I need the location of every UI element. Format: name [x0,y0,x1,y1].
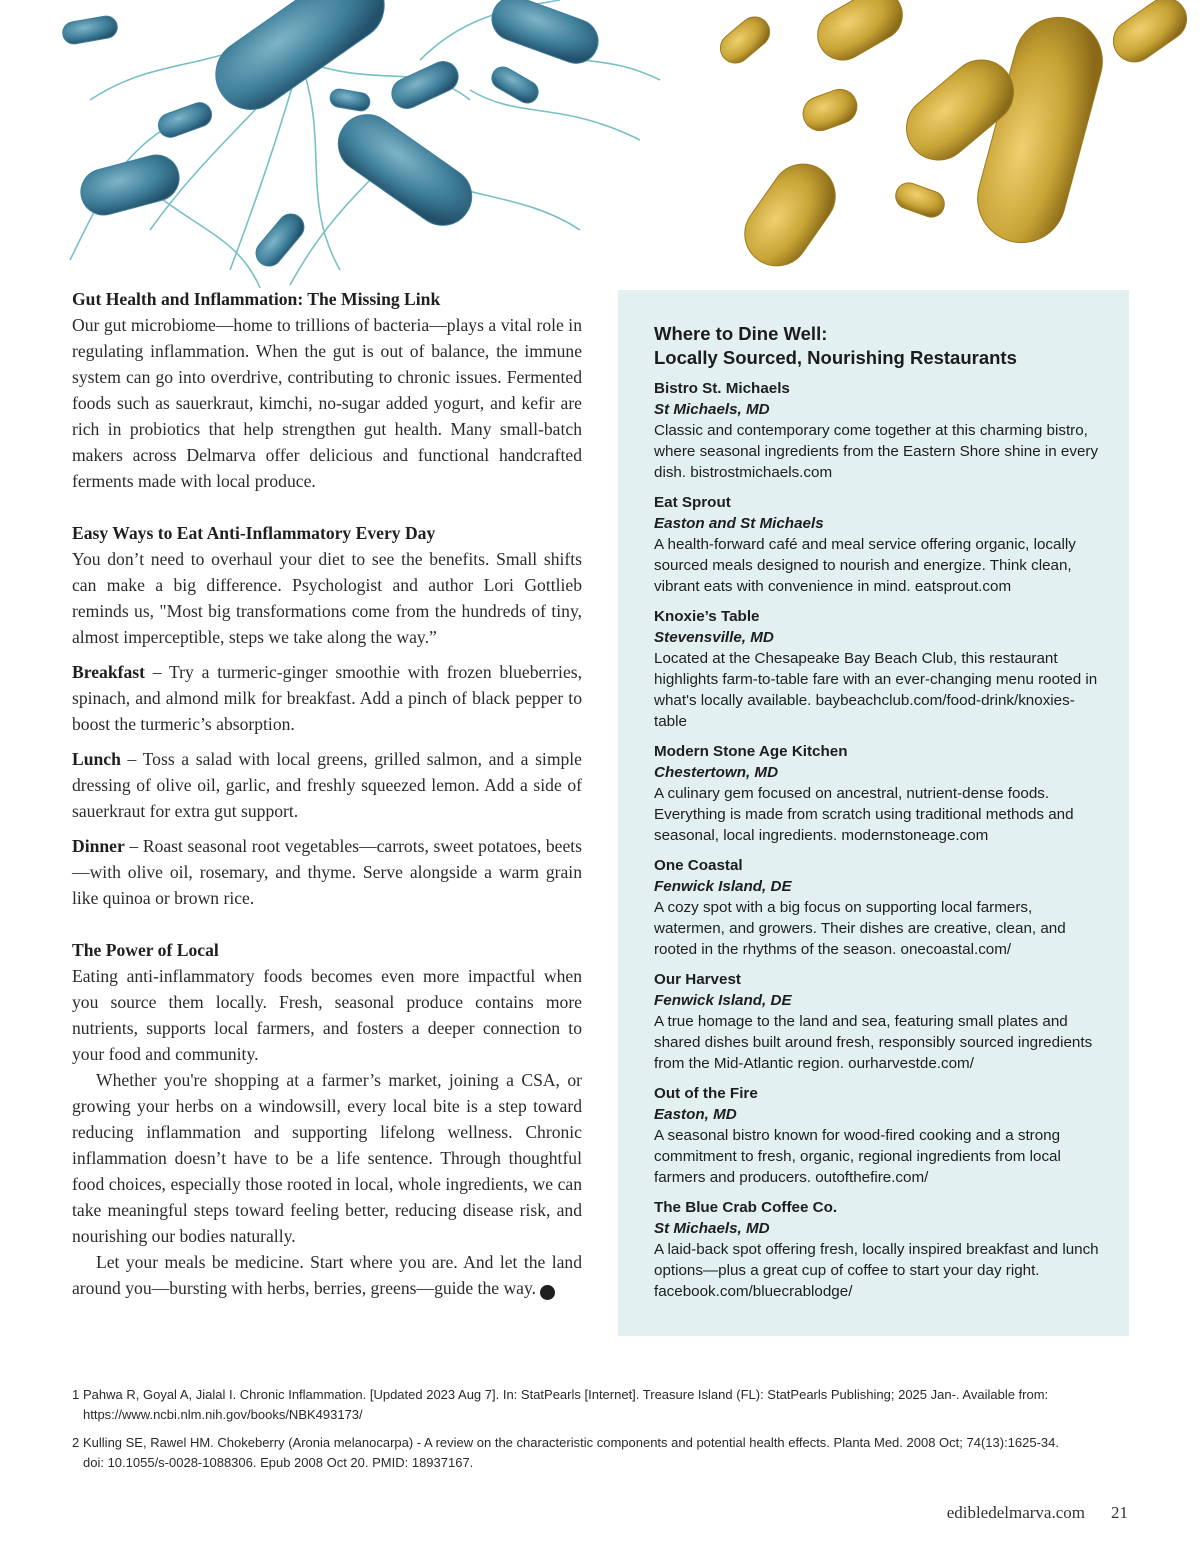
venue-location: St Michaels, MD [654,1220,770,1237]
venue-description: A health-forward café and meal service offering organic, locally sourced meals designed to nourish and energize. Think clean, vibrant eats with convenience in mind. eatsprout.com [654,536,1076,595]
venue-list [654,378,1102,1302]
section-heading-power-of-local: The Power of Local [72,940,219,960]
venue-name: Modern Stone Age Kitchen [654,743,848,760]
sidebar-title [654,322,1102,370]
footnote-text: Pahwa R, Goyal A, Jialal I. Chronic Inflammation. [Updated 2023 Aug 7]. In: StatPearls [Internet]. Treasure Island (FL): StatPearls Publishing; 2025 Jan-. Available from: https://www.ncbi.nlm.nih.gov/books/NBK493173/ [83,1387,1049,1422]
blue-bacterium-shape [76,150,184,220]
gold-bacterium-shape [732,152,848,279]
meal-text: Roast seasonal root vegetables—carrots, sweet potatoes, beets—with olive oil, rosemary, and thyme. Serve alongside a warm grain like quinoa or brown rice. [72,836,582,908]
meal-separator: – [124,836,143,856]
meal-breakfast [72,659,582,737]
venue-location: Fenwick Island, DE [654,992,792,1009]
meal-text: Try a turmeric-ginger smoothie with frozen blueberries, spinach, and almond milk for breakfast. Add a pinch of black pepper to boost the turmeric’s absorption. [72,662,582,734]
venue-description: A true homage to the land and sea, featuring small plates and shared dishes built around fresh, responsibly sourced ingredients from the Mid-Atlantic region. ourharvestde.com/ [654,1013,1093,1072]
footnote [72,1433,1072,1473]
gold-bacterium-shape [809,0,912,69]
venue-name: Eat Sprout [654,494,731,511]
venue-entry [654,855,1102,960]
article-paragraph-final [72,1249,582,1301]
blue-bacterium-shape [329,88,372,113]
meal-separator: – [120,749,143,769]
blue-bacterium-shape [387,57,463,114]
article-paragraph: Our gut microbiome—home to trillions of bacteria—plays a vital role in regulating inflammation. When the gut is out of balance, the immune system can go into overdrive, contributing to chronic issues. Fermented foods such as sauerkraut, kimchi, no-sugar added yogurt, and kefir are rich in probiotics that help strengthen gut health. Many small-batch makers across Delmarva offer delicious and functional handcrafted ferments made with local produce. [72,315,582,491]
page-number: 21 [1111,1503,1128,1522]
article [72,286,582,1301]
meal-label: Dinner [72,836,125,856]
venue-description: Located at the Chesapeake Bay Beach Club, this restaurant highlights farm-to-table fare with an ever-changing menu rooted in what's locally available. baybeachclub.com/food-drink/knoxies-table [654,650,1098,730]
meal-text: Toss a salad with local greens, grilled salmon, and a simple dressing of olive oil, garlic, and freshly squeezed lemon. Add a side of sauerkraut for extra gut support. [72,749,582,821]
venue-location: Fenwick Island, DE [654,878,792,895]
article-paragraph: Eating anti-inflammatory foods becomes even more impactful when you source them locally. Fresh, seasonal produce contains more nutrients, supports local farmers, and fosters a deeper connection to your food and community. [72,966,582,1064]
venue-name: Our Harvest [654,971,741,988]
blue-bacterium-shape [327,103,483,237]
meal-lunch [72,746,582,824]
gold-bacterium-shape [892,179,948,221]
section-heading-gut-health: Gut Health and Inflammation: The Missing Link [72,289,441,309]
venue-description: Classic and contemporary come together at this charming bistro, where seasonal ingredients from the Eastern Shore shine in every dish. bistrostmichaels.com [654,422,1099,481]
footnotes [72,1385,1072,1481]
venue-entry [654,492,1102,597]
footnote [72,1385,1072,1425]
venue-name: Out of the Fire [654,1085,758,1102]
meal-label: Breakfast [72,662,145,682]
gold-bacterium-shape [968,8,1113,253]
footer-site: edibledelmarva.com [946,1503,1085,1522]
venue-entry [654,606,1102,732]
venue-entry [654,1083,1102,1188]
meal-separator: – [144,662,170,682]
venue-description: A seasonal bistro known for wood-fired cooking and a strong commitment to fresh, organic, regional ingredients from local farmers and producers. outofthefire.com/ [654,1127,1061,1186]
venue-name: The Blue Crab Coffee Co. [654,1199,838,1216]
venue-location: St Michaels, MD [654,401,770,418]
sidebar-title-line1: Where to Dine Well: [654,323,828,344]
bacteria-illustration [0,0,1200,288]
meal-label: Lunch [72,749,121,769]
venue-name: Knoxie’s Table [654,608,760,625]
venue-entry [654,969,1102,1074]
venue-description: A laid-back spot offering fresh, locally inspired breakfast and lunch options—plus a great cup of coffee to start your day right. facebook.com/bluecrablodge/ [654,1241,1099,1300]
venue-location: Easton and St Michaels [654,515,824,532]
venue-name: One Coastal [654,857,743,874]
sidebar-title-line2: Locally Sourced, Nourishing Restaurants [654,347,1017,368]
dine-well-sidebar [618,290,1129,1336]
venue-location: Easton, MD [654,1106,737,1123]
page-footer [947,1503,1128,1523]
venue-description: A cozy spot with a big focus on supporting local farmers, watermen, and growers. Their dishes are creative, clean, and rooted in the rhythms of the season. onecoastal.com/ [654,899,1066,958]
article-final-text: Let your meals be medicine. Start where you are. And let the land around you—bursting with herbs, berries, greens—guide the way. [72,1252,582,1298]
article-paragraph: You don’t need to overhaul your diet to see the benefits. Small shifts can make a big difference. Psychologist and author Lori Gottlieb reminds us, "Most big transformations come from the hundreds of tiny, almost imperceptible, steps we take along the way.” [72,549,582,647]
venue-entry [654,1197,1102,1302]
blue-bacterium-shape [486,0,604,69]
end-mark-icon: e [540,1285,555,1300]
venue-location: Stevensville, MD [654,629,774,646]
venue-description: A culinary gem focused on ancestral, nutrient-dense foods. Everything is made from scratch using traditional methods and seasonal, local ingredients. modernstoneage.com [654,785,1074,844]
blue-bacterium-shape [251,209,309,272]
venue-entry [654,378,1102,483]
footnote-number: 1 [72,1387,80,1402]
gold-bacterium-shape [714,11,775,69]
meal-dinner [72,833,582,911]
gold-bacterium-shape [1105,0,1195,70]
footnote-number: 2 [72,1435,80,1450]
article-paragraph: Whether you're shopping at a farmer’s market, joining a CSA, or growing your herbs on a windowsill, every local bite is a step toward reducing inflammation and supporting lifelong wellness. Chronic inflammation doesn’t have to be a life sentence. Through thoughtful food choices, especially those rooted in local, whole ingredients, we can take meaningful steps toward feeling better, reducing disease risk, and nourishing our bodies naturally. [72,1070,582,1246]
footnote-text: Kulling SE, Rawel HM. Chokeberry (Aronia melanocarpa) - A review on the characteristic components and potential health effects. Planta Med. 2008 Oct; 74(13):1625-34. doi: 10.1055/s-0028-1088306. Epub 2008 Oct 20. PMID: 18937167. [83,1435,1060,1470]
venue-name: Bistro St. Michaels [654,380,790,397]
bacteria-illustration-svg [0,0,1200,288]
venue-entry [654,741,1102,846]
section-heading-easy-ways: Easy Ways to Eat Anti-Inflammatory Every Day [72,523,436,543]
gold-bacterium-shape [798,85,861,136]
blue-bacterium-shape [155,99,215,140]
blue-bacterium-shape [61,14,119,45]
venue-location: Chestertown, MD [654,764,779,781]
blue-bacterium-shape [488,63,542,107]
